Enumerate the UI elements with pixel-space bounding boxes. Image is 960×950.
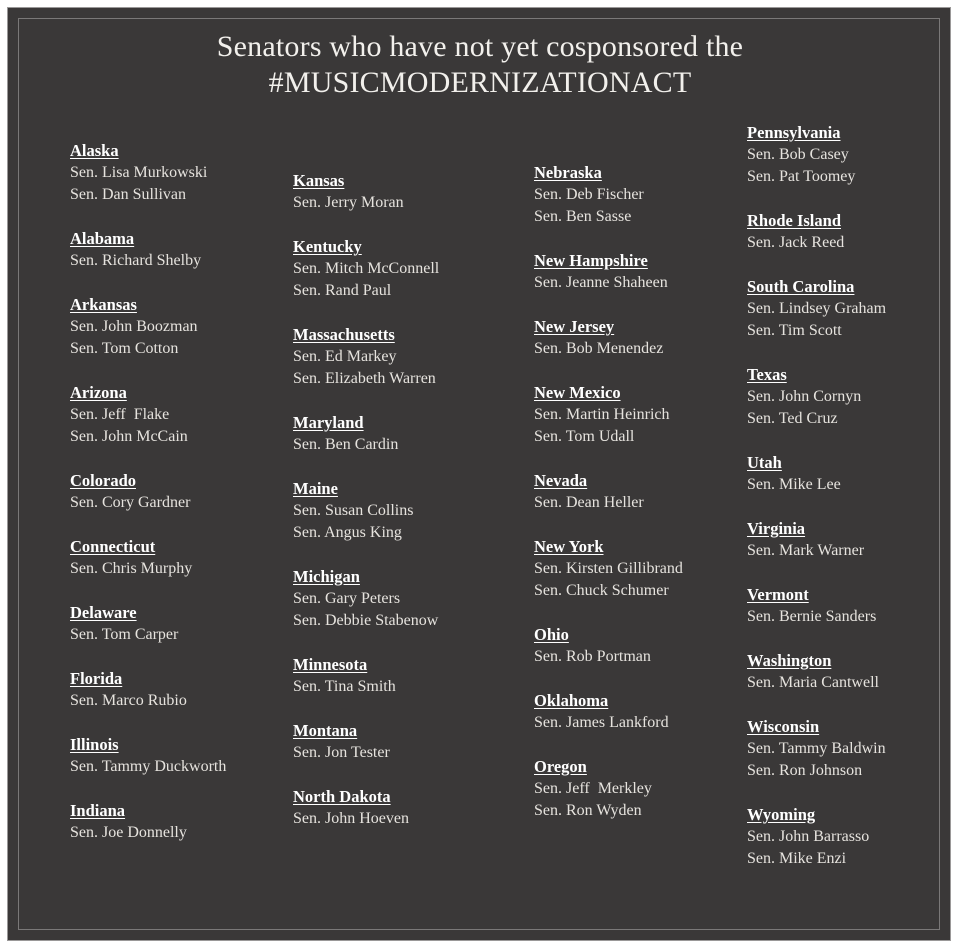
state-group	[293, 654, 508, 698]
state-group	[70, 800, 285, 844]
senator-name: Sen. Jerry Moran	[293, 194, 404, 211]
senator-name: Sen. Dan Sullivan	[70, 186, 186, 203]
senator-name: Sen. John Boozman	[70, 318, 198, 335]
state-group	[747, 122, 960, 188]
state-group	[747, 650, 960, 694]
senator-name: Sen. Lindsey Graham	[747, 300, 887, 317]
poster-title-line-2: #MUSICMODERNIZATIONACT	[268, 66, 692, 99]
senator-name: Sen. Jeanne Shaheen	[534, 274, 668, 291]
state-group	[70, 602, 285, 646]
state-group	[534, 162, 749, 228]
senator-name: Sen. Rand Paul	[293, 282, 392, 299]
senator-name: Sen. Tammy Duckworth	[70, 758, 227, 775]
state-name: Kansas	[293, 171, 345, 190]
senator-name: Sen. Mark Warner	[747, 542, 865, 559]
senator-name: Sen. Chris Murphy	[70, 560, 193, 577]
senator-name: Sen. Ron Wyden	[534, 802, 642, 819]
state-name: Texas	[747, 365, 787, 384]
senator-name: Sen. Ron Johnson	[747, 762, 863, 779]
state-group	[70, 140, 285, 206]
senator-name: Sen. Angus King	[293, 524, 402, 541]
senator-name: Sen. John Hoeven	[293, 810, 409, 827]
senator-name: Sen. Jon Tester	[293, 744, 390, 761]
senator-name: Sen. Susan Collins	[293, 502, 414, 519]
state-name: Montana	[293, 721, 358, 740]
senator-name: Sen. Cory Gardner	[70, 494, 191, 511]
state-name: Massachusetts	[293, 325, 395, 344]
senator-name: Sen. Mitch McConnell	[293, 260, 440, 277]
state-group	[747, 584, 960, 628]
state-name: Pennsylvania	[747, 123, 841, 142]
state-name: Utah	[747, 453, 782, 472]
state-group	[534, 690, 749, 734]
state-column-2	[293, 170, 508, 852]
senator-name: Sen. Jeff Flake	[70, 406, 170, 423]
state-group	[534, 470, 749, 514]
senator-name: Sen. John McCain	[70, 428, 188, 445]
state-group	[70, 734, 285, 778]
state-name: New Jersey	[534, 317, 615, 336]
state-name: Washington	[747, 651, 832, 670]
state-name: Arizona	[70, 383, 127, 402]
state-name: Oregon	[534, 757, 587, 776]
state-group	[70, 382, 285, 448]
senator-name: Sen. Bernie Sanders	[747, 608, 877, 625]
state-name: Illinois	[70, 735, 119, 754]
state-group	[293, 478, 508, 544]
senator-name: Sen. Martin Heinrich	[534, 406, 670, 423]
senator-name: Sen. Mike Lee	[747, 476, 841, 493]
state-group	[534, 382, 749, 448]
poster-card	[7, 7, 951, 941]
senator-name: Sen. Ed Markey	[293, 348, 397, 365]
senator-name: Sen. Deb Fischer	[534, 186, 644, 203]
state-name: New Hampshire	[534, 251, 648, 270]
state-name: Rhode Island	[747, 211, 841, 230]
state-group	[534, 250, 749, 294]
senator-name: Sen. Ted Cruz	[747, 410, 838, 427]
state-group	[293, 324, 508, 390]
state-column-4	[747, 122, 960, 892]
state-group	[534, 756, 749, 822]
state-group	[747, 276, 960, 342]
state-name: Delaware	[70, 603, 137, 622]
state-group	[534, 316, 749, 360]
state-group	[70, 536, 285, 580]
state-group	[293, 170, 508, 214]
state-name: Nebraska	[534, 163, 602, 182]
senator-name: Sen. James Lankford	[534, 714, 669, 731]
senator-name: Sen. Rob Portman	[534, 648, 651, 665]
state-name: Arkansas	[70, 295, 137, 314]
senator-name: Sen. Marco Rubio	[70, 692, 187, 709]
state-group	[747, 716, 960, 782]
state-column-3	[534, 162, 749, 844]
state-name: Connecticut	[70, 537, 156, 556]
senator-name: Sen. Ben Sasse	[534, 208, 632, 225]
poster-title-line-1: Senators who have not yet cosponsored the	[216, 30, 744, 63]
state-name: New Mexico	[534, 383, 621, 402]
senator-name: Sen. John Barrasso	[747, 828, 870, 845]
senator-name: Sen. Elizabeth Warren	[293, 370, 436, 387]
senator-name: Sen. Tammy Baldwin	[747, 740, 886, 757]
senator-name: Sen. Bob Casey	[747, 146, 849, 163]
state-name: Maryland	[293, 413, 364, 432]
state-name: Maine	[293, 479, 338, 498]
state-group	[293, 786, 508, 830]
state-name: Oklahoma	[534, 691, 609, 710]
senator-name: Sen. Jack Reed	[747, 234, 845, 251]
senator-name: Sen. Tom Cotton	[70, 340, 179, 357]
state-group	[534, 624, 749, 668]
state-group	[70, 228, 285, 272]
state-name: Wisconsin	[747, 717, 820, 736]
state-group	[534, 536, 749, 602]
state-name: Indiana	[70, 801, 126, 820]
state-name: Ohio	[534, 625, 569, 644]
state-group	[70, 668, 285, 712]
senator-name: Sen. Maria Cantwell	[747, 674, 879, 691]
senator-name: Sen. Lisa Murkowski	[70, 164, 208, 181]
state-name: Kentucky	[293, 237, 362, 256]
senator-name: Sen. Kirsten Gillibrand	[534, 560, 683, 577]
senator-name: Sen. Joe Donnelly	[70, 824, 187, 841]
state-group	[293, 566, 508, 632]
senator-name: Sen. Bob Menendez	[534, 340, 664, 357]
state-group	[70, 470, 285, 514]
state-column-1	[70, 140, 285, 866]
state-name: North Dakota	[293, 787, 391, 806]
state-name: Florida	[70, 669, 123, 688]
senator-name: Sen. Tim Scott	[747, 322, 842, 339]
state-name: Vermont	[747, 585, 809, 604]
state-name: Wyoming	[747, 805, 816, 824]
senator-name: Sen. Tina Smith	[293, 678, 396, 695]
state-group	[293, 236, 508, 302]
state-name: Colorado	[70, 471, 136, 490]
state-name: New York	[534, 537, 604, 556]
state-name: Alaska	[70, 141, 119, 160]
senator-name: Sen. Jeff Merkley	[534, 780, 652, 797]
state-name: South Carolina	[747, 277, 855, 296]
senator-name: Sen. Mike Enzi	[747, 850, 847, 867]
state-name: Michigan	[293, 567, 360, 586]
state-name: Minnesota	[293, 655, 368, 674]
state-name: Virginia	[747, 519, 806, 538]
state-group	[293, 720, 508, 764]
state-group	[293, 412, 508, 456]
state-group	[747, 518, 960, 562]
state-group	[70, 294, 285, 360]
state-name: Alabama	[70, 229, 135, 248]
state-name: Nevada	[534, 471, 588, 490]
state-group	[747, 364, 960, 430]
senator-name: Sen. Pat Toomey	[747, 168, 856, 185]
senator-name: Sen. Chuck Schumer	[534, 582, 669, 599]
senator-name: Sen. Debbie Stabenow	[293, 612, 439, 629]
state-group	[747, 804, 960, 870]
senator-name: Sen. Richard Shelby	[70, 252, 202, 269]
senator-name: Sen. Dean Heller	[534, 494, 644, 511]
senator-name: Sen. Tom Carper	[70, 626, 179, 643]
senator-name: Sen. John Cornyn	[747, 388, 862, 405]
senator-name: Sen. Tom Udall	[534, 428, 635, 445]
senator-name: Sen. Ben Cardin	[293, 436, 399, 453]
state-group	[747, 210, 960, 254]
senator-name: Sen. Gary Peters	[293, 590, 401, 607]
state-group	[747, 452, 960, 496]
